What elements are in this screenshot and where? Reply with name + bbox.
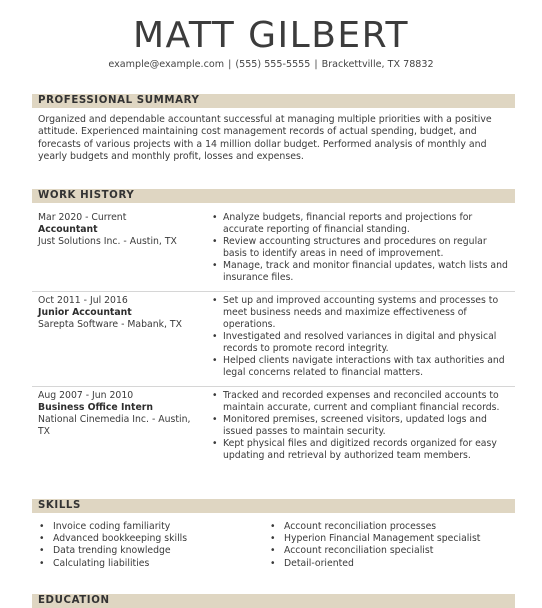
job-bullets [211, 295, 513, 379]
job-bullet: • Set up and improved accounting systems and processes to meet business needs and maximize effectiveness of operations. [211, 295, 513, 331]
skill-item: • Advanced bookkeeping skills [38, 533, 258, 545]
job-company: National Cinemedia Inc. - Austin, TX [38, 414, 191, 438]
skills-list-left [38, 521, 258, 570]
contact-line [0, 59, 542, 71]
skill-item: • Detail-oriented [269, 558, 514, 570]
divider [32, 291, 515, 292]
job-meta [38, 212, 188, 248]
email: example@example.com [108, 59, 225, 70]
section-title-summary: PROFESSIONAL SUMMARY [38, 95, 200, 106]
job-company: Sarepta Software - Mabank, TX [38, 319, 182, 331]
section-title-skills: SKILLS [38, 500, 81, 511]
job-title: Junior Accountant [38, 307, 132, 319]
job-bullet: • Analyze budgets, financial reports and projections for accurate reporting of financial standing. [211, 212, 513, 236]
skill-item: • Account reconciliation specialist [269, 545, 514, 557]
job-bullet: • Kept physical files and digitized records organized for easy updating and retrieval by authorized team members. [211, 438, 513, 462]
section-bar-skills [32, 499, 515, 513]
job-bullet: • Helped clients navigate interactions with tax authorities and legal concerns related to financial matters. [211, 355, 513, 379]
skill-item: • Hyperion Financial Management specialist [269, 533, 514, 545]
job-dates: Mar 2020 - Current [38, 212, 127, 223]
skill-item: • Calculating liabilities [38, 558, 258, 570]
phone: (555) 555-5555 [235, 59, 311, 70]
job-title: Accountant [38, 224, 98, 236]
job-dates: Aug 2007 - Jun 2010 [38, 390, 134, 401]
divider [32, 386, 515, 387]
skills-list-right [269, 521, 514, 570]
job-bullet: • Tracked and recorded expenses and reconciled accounts to maintain accurate, current and compliant financial records. [211, 390, 513, 414]
separator: | [228, 59, 232, 70]
summary-text: Organized and dependable accountant successful at managing multiple priorities with a positive attitude. Experienced maintaining cost management records of actual spending, budget, and forecasts of various projects with a 14 million dollar budget. Performed analysis of monthly and yearly budgets and monthly profit, losses and expenses. [38, 114, 492, 163]
job-title: Business Office Intern [38, 402, 154, 414]
candidate-name: MATT GILBERT [132, 15, 410, 56]
job-bullet: • Review accounting structures and procedures on regular basis to identify areas in need of improvement. [211, 236, 513, 260]
section-title-work: WORK HISTORY [38, 190, 135, 201]
job-meta [38, 295, 188, 331]
job-bullet: • Manage, track and monitor financial updates, watch lists and insurance files. [211, 260, 513, 284]
location: Brackettville, TX 78832 [321, 59, 434, 70]
job-company: Just Solutions Inc. - Austin, TX [38, 236, 177, 248]
job-bullet: • Monitored premises, screened visitors, updated logs and issued passes to maintain security. [211, 414, 513, 438]
job-bullets [211, 390, 513, 462]
job-bullet: • Investigated and resolved variances in digital and physical records to promote record integrity. [211, 331, 513, 355]
separator: | [314, 59, 318, 70]
skill-item: • Account reconciliation processes [269, 521, 514, 533]
skill-item: • Invoice coding familiarity [38, 521, 258, 533]
job-bullets [211, 212, 513, 284]
job-meta [38, 390, 198, 438]
skill-item: • Data trending knowledge [38, 545, 258, 557]
section-title-education: EDUCATION [38, 595, 110, 606]
job-dates: Oct 2011 - Jul 2016 [38, 295, 128, 306]
